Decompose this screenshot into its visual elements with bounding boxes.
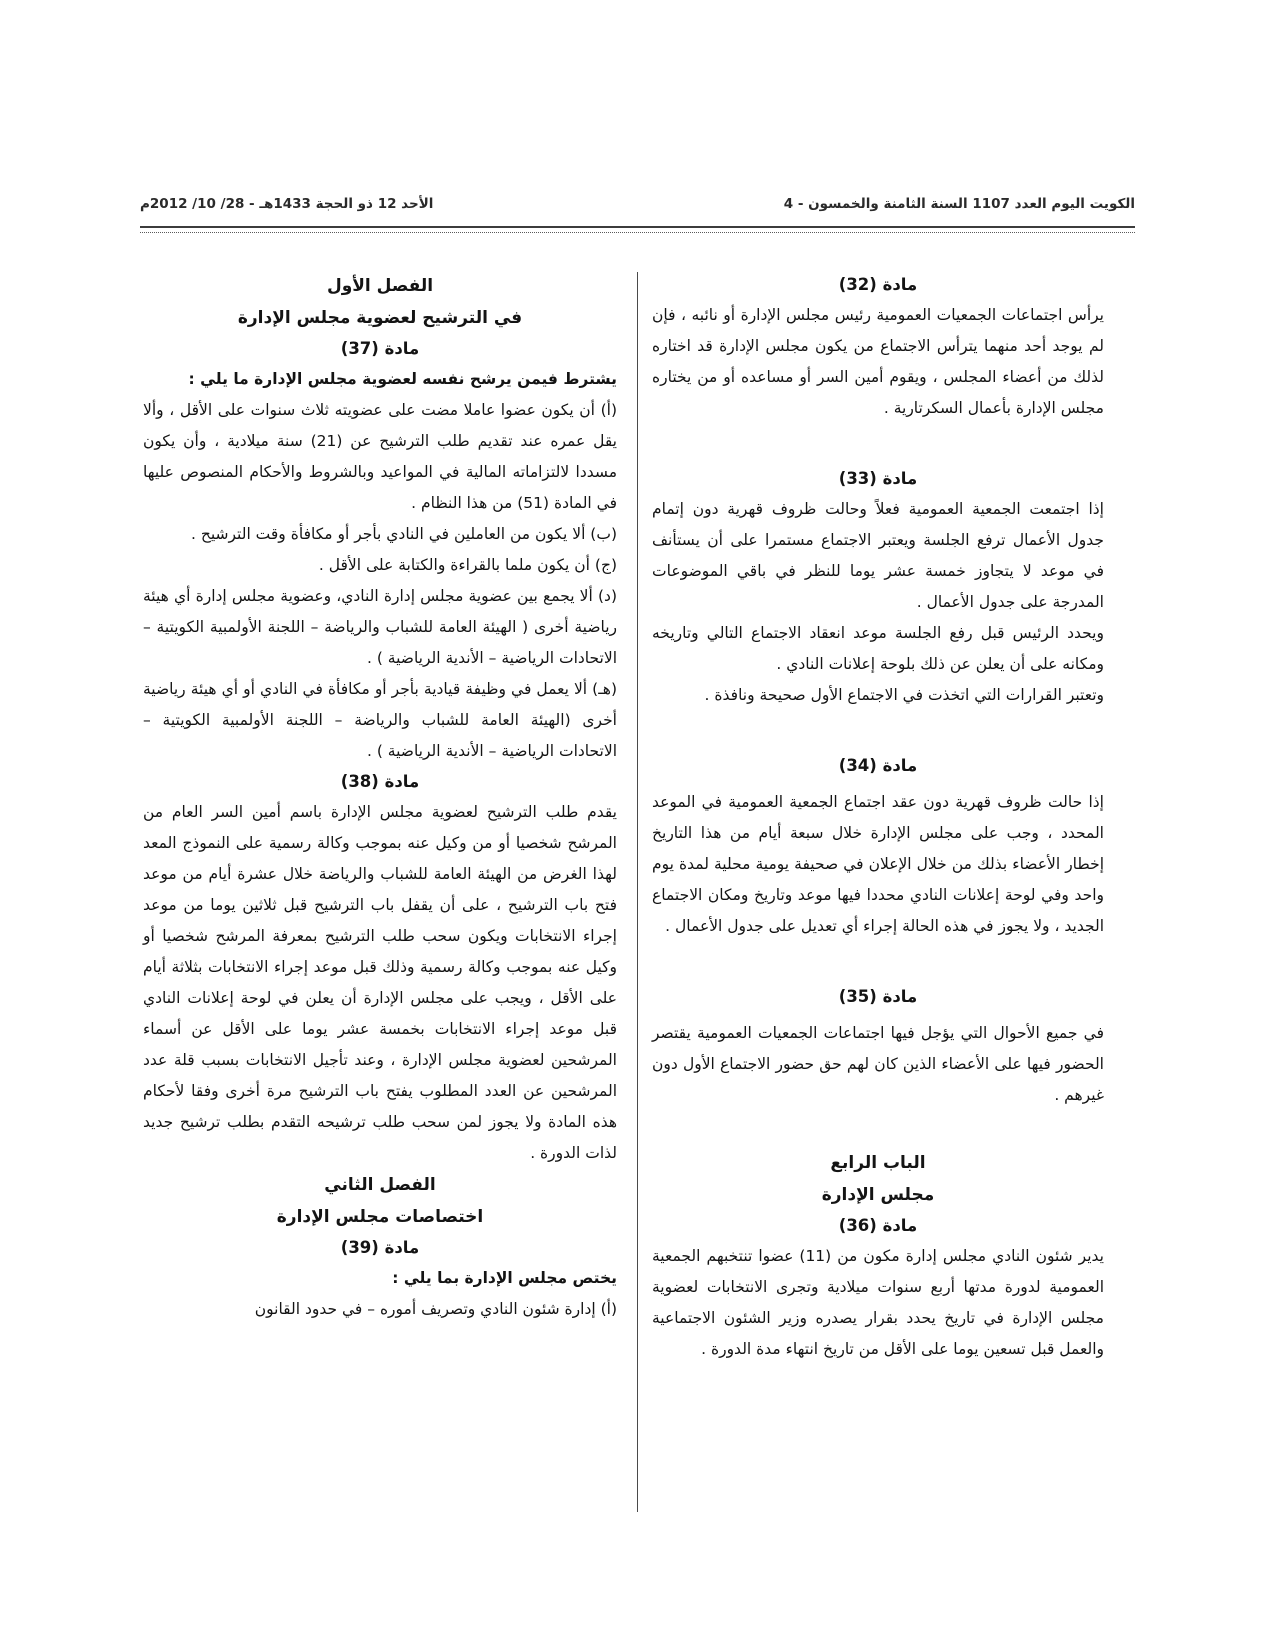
article-37-item-c: (ج) أن يكون ملما بالقراءة والكتابة على الأقل . (318, 556, 617, 574)
article-35-title: مادة (35) (838, 987, 918, 1006)
article-38-title: مادة (38) (340, 772, 420, 791)
article-37-lead: يشترط فيمن يرشح نفسه لعضوية مجلس الإدارة ما يلي : (188, 370, 617, 388)
left-column (143, 270, 617, 1325)
article-37-item-d: (د) ألا يجمع بين عضوية مجلس إدارة النادي، وعضوية مجلس إدارة أي هيئة رياضية أخرى ( الهيئة العامة للشباب والرياضة – اللجنة الأولمبية الكويتية – الاتحادات الرياضية – الأندية الرياضية ) . (143, 587, 617, 667)
article-39-item-a: (أ) إدارة شئون النادي وتصريف أموره – في حدود القانون (254, 1300, 617, 1318)
article-32-text: يرأس اجتماعات الجمعيات العمومية رئيس مجلس الإدارة أو نائبه ، فإن لم يوجد أحد منهما يترأس الاجتماع من يكون مجلس الإدارة قد اختاره لذلك من أعضاء المجلس ، ويقوم أمين السر أو مساعده أو من يختاره مجلس الإدارة بأعمال السكرتارية . (652, 306, 1104, 417)
section-2-title: الفصل الثاني (324, 1175, 436, 1195)
right-column (652, 270, 1104, 1365)
column-divider (637, 272, 638, 1512)
article-37-item-b: (ب) ألا يكون من العاملين في النادي بأجر أو مكافأة وقت الترشيح . (190, 525, 617, 543)
page-header (140, 194, 1135, 220)
article-34-text: إذا حالت ظروف قهرية دون عقد اجتماع الجمعية العمومية في الموعد المحدد ، وجب على مجلس الإدارة خلال سبعة أيام من هذا التاريخ إخطار الأعضاء بذلك من خلال الإعلان في صحيفة يومية محلية لمدة يوم واحد وفي لوحة إعلانات النادي محددا فيها موعد وتاريخ ومكان الاجتماع الجديد ، ولا يجوز في هذه الحالة إجراء أي تعديل على جدول الأعمال . (652, 793, 1104, 935)
chapter-4-subtitle: مجلس الإدارة (821, 1185, 935, 1205)
article-39-title: مادة (39) (340, 1238, 420, 1257)
article-38-text: يقدم طلب الترشيح لعضوية مجلس الإدارة باسم أمين السر العام من المرشح شخصيا أو من وكيل عنه بموجب وكالة رسمية على النموذج المعد لهذا الغرض من الهيئة العامة للشباب والرياضة خلال عشرة أيام من موعد فتح باب الترشيح ، على أن يقفل باب الترشيح قبل ثلاثين يوما من موعد إجراء الانتخابات ويكون سحب طلب الترشيح بمعرفة المرشح شخصيا أو وكيل عنه بموجب وكالة رسمية وذلك قبل موعد إجراء الانتخابات بثلاثة أيام على الأقل ، ويجب على مجلس الإدارة أن يعلن في لوحة إعلانات النادي قبل موعد إجراء الانتخابات بخمسة عشر يوما على الأقل عن أسماء المرشحين لعضوية مجلس الإدارة ، وعند تأجيل الانتخابات بسبب قلة عدد المرشحين عن العدد المطلوب يفتح باب الترشيح مرة أخرى وفقا لأحكام هذه المادة ولا يجوز لمن سحب طلب ترشيحه التقدم بطلب ترشيح جديد لذات الدورة . (143, 803, 617, 1162)
article-39-lead: يختص مجلس الإدارة بما يلي : (392, 1269, 617, 1287)
header-rule-dotted (140, 232, 1135, 233)
article-33-para-3: وتعتبر القرارات التي اتخذت في الاجتماع الأول صحيحة ونافذة . (704, 686, 1104, 704)
article-37-item-a: (أ) أن يكون عضوا عاملا مضت على عضويته ثلاث سنوات على الأقل ، وألا يقل عمره عند تقديم طلب الترشيح عن (21) سنة ميلادية ، وأن يكون مسددا لالتزاماته المالية في المواعيد وبالشروط والأحكام المنصوص عليها في المادة (51) من هذا النظام . (143, 401, 617, 512)
article-33-para-2: ويحدد الرئيس قبل رفع الجلسة موعد انعقاد الاجتماع التالي وتاريخه ومكانه على أن يعلن عن ذلك بلوحة إعلانات النادي . (652, 624, 1104, 673)
header-rule (140, 226, 1135, 228)
header-issue-info: الكويت اليوم العدد 1107 السنة الثامنة والخمسون - 4 (783, 196, 1135, 212)
chapter-4-title: الباب الرابع (830, 1153, 926, 1173)
article-32-title: مادة (32) (838, 275, 918, 294)
article-33-title: مادة (33) (838, 469, 918, 488)
article-33-para-1: إذا اجتمعت الجمعية العمومية فعلاً وحالت ظروف قهرية دون إتمام جدول الأعمال ترفع الجلسة ويعتبر الاجتماع مستمرا على أن يستأنف في موعد لا يتجاوز خمسة عشر يوما للنظر في باقي الموضوعات المدرجة على جدول الأعمال . (652, 500, 1104, 611)
article-35-text: في جميع الأحوال التي يؤجل فيها اجتماعات الجمعيات العمومية يقتصر الحضور فيها على الأعضاء الذين كان لهم حق حضور الاجتماع الأول دون غيرهم . (652, 1024, 1104, 1104)
section-2-subtitle: اختصاصات مجلس الإدارة (276, 1207, 484, 1227)
article-34-title: مادة (34) (838, 756, 918, 775)
article-37-item-e: (هـ) ألا يعمل في وظيفة قيادية بأجر أو مكافأة في النادي أو أي هيئة رياضية أخرى (الهيئة العامة للشباب والرياضة – اللجنة الأولمبية الكويتية – الاتحادات الرياضية – الأندية الرياضية ) . (143, 680, 617, 760)
section-1-subtitle: في الترشيح لعضوية مجلس الإدارة (237, 308, 523, 328)
article-36-title: مادة (36) (838, 1216, 918, 1235)
section-1-title: الفصل الأول (326, 276, 434, 296)
header-date: الأحد 12 ذو الحجة 1433هـ - 28/ 10/ 2012م (140, 196, 434, 212)
article-37-title: مادة (37) (340, 339, 420, 358)
article-36-text: يدير شئون النادي مجلس إدارة مكون من (11) عضوا تنتخبهم الجمعية العمومية لدورة مدتها أربع سنوات ميلادية وتجرى الانتخابات لعضوية مجلس الإدارة في تاريخ يحدد بقرار يصدره وزير الشئون الاجتماعية والعمل قبل تسعين يوما على الأقل من تاريخ انتهاء مدة الدورة . (652, 1247, 1104, 1358)
